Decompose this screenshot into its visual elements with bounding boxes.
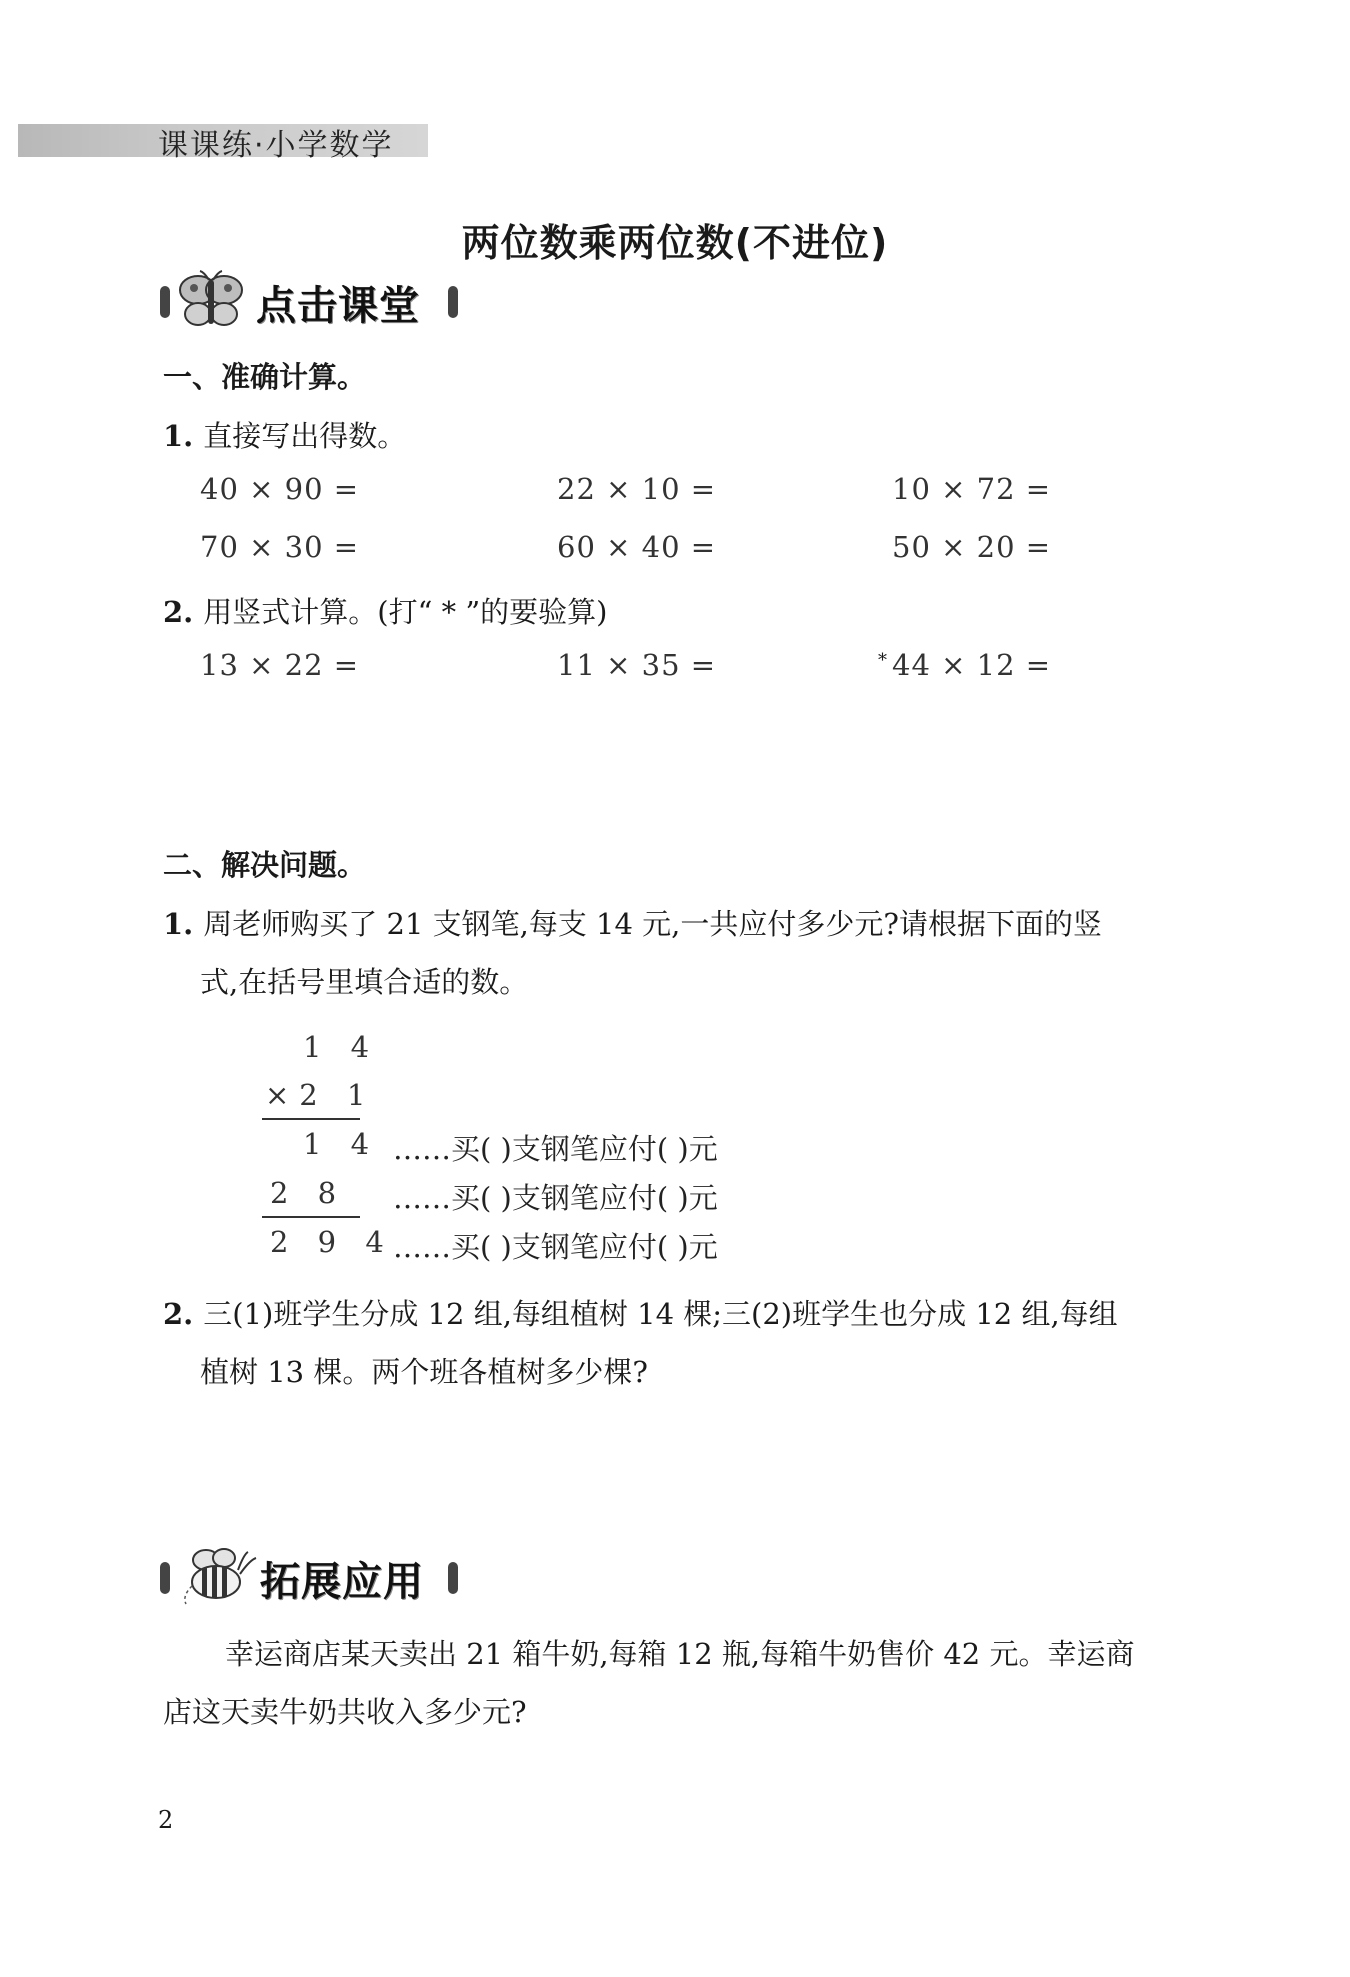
s2-q1-line1: 周老师购买了 21 支钢笔,每支 14 元,一共应付多少元?请根据下面的竖: [203, 907, 1102, 941]
vertical-row-product: 2 9 4: [270, 1225, 394, 1259]
s1-q2-text: 用竖式计算。(打“ * ”的要验算): [203, 595, 608, 629]
extension-banner-label: 拓展应用: [260, 1559, 424, 1605]
vertical-row-partial2: 2 8: [270, 1176, 347, 1210]
expr-44x12: 44 × 12 =: [892, 648, 1052, 682]
s2-q1: [163, 902, 1102, 943]
book-title: 课课练·小学数学: [158, 128, 394, 163]
s2-q2-line2: 植树 13 棵。两个班各植树多少棵?: [200, 1355, 648, 1389]
s2-q2: [163, 1292, 1118, 1333]
fill-line-2: ……买( )支钢笔应付( )元: [393, 1181, 718, 1215]
fill-line-1: ……买( )支钢笔应付( )元: [393, 1132, 718, 1166]
banner-right-cap: [448, 1562, 458, 1594]
verify-star: *: [878, 650, 887, 671]
expr-13x22: 13 × 22 =: [200, 648, 360, 682]
banner-left-cap: [160, 286, 170, 318]
butterfly-icon: [176, 270, 246, 332]
classroom-banner: [160, 272, 460, 332]
expr-10x72: 10 × 72 =: [892, 472, 1052, 506]
page-number: 2: [158, 1806, 174, 1834]
expr-70x30: 70 × 30 =: [200, 530, 360, 564]
extension-line1: 幸运商店某天卖出 21 箱牛奶,每箱 12 瓶,每箱牛奶售价 42 元。幸运商: [225, 1637, 1135, 1671]
expr-11x35: 11 × 35 =: [557, 648, 717, 682]
bee-icon: [172, 1544, 262, 1606]
vertical-row-partial1: 1 4: [303, 1127, 380, 1161]
banner-left-cap: [160, 1562, 170, 1594]
vertical-row-multiplicand: 1 4: [303, 1030, 380, 1064]
banner-right-cap: [448, 286, 458, 318]
classroom-banner-label: 点击课堂: [256, 283, 420, 329]
s1-q2: [163, 590, 608, 631]
vertical-row-multiplier: ×2 1: [265, 1078, 376, 1112]
s1-q1: [163, 414, 406, 455]
vertical-divider-1: [262, 1118, 360, 1120]
s2-q1-line2: 式,在括号里填合适的数。: [200, 965, 529, 999]
extension-banner: [160, 1548, 460, 1608]
page-title: 两位数乘两位数(不进位): [461, 221, 889, 265]
extension-line2: 店这天卖牛奶共收入多少元?: [163, 1695, 527, 1729]
s1-q1-number: 1.: [163, 419, 194, 453]
expr-40x90: 40 × 90 =: [200, 472, 360, 506]
section1-heading: 一、准确计算。: [163, 360, 367, 394]
s2-q2-number: 2.: [163, 1297, 194, 1331]
section2-heading: 二、解决问题。: [163, 848, 367, 882]
expr-22x10: 22 × 10 =: [557, 472, 717, 506]
s1-q1-text: 直接写出得数。: [203, 419, 407, 453]
vertical-divider-2: [262, 1216, 360, 1218]
s2-q1-number: 1.: [163, 907, 194, 941]
s2-q2-line1: 三(1)班学生分成 12 组,每组植树 14 棵;三(2)班学生也分成 12 组,每组: [203, 1297, 1118, 1331]
fill-line-3: ……买( )支钢笔应付( )元: [393, 1230, 718, 1264]
s1-q2-number: 2.: [163, 595, 194, 629]
expr-50x20: 50 × 20 =: [892, 530, 1052, 564]
expr-60x40: 60 × 40 =: [557, 530, 717, 564]
